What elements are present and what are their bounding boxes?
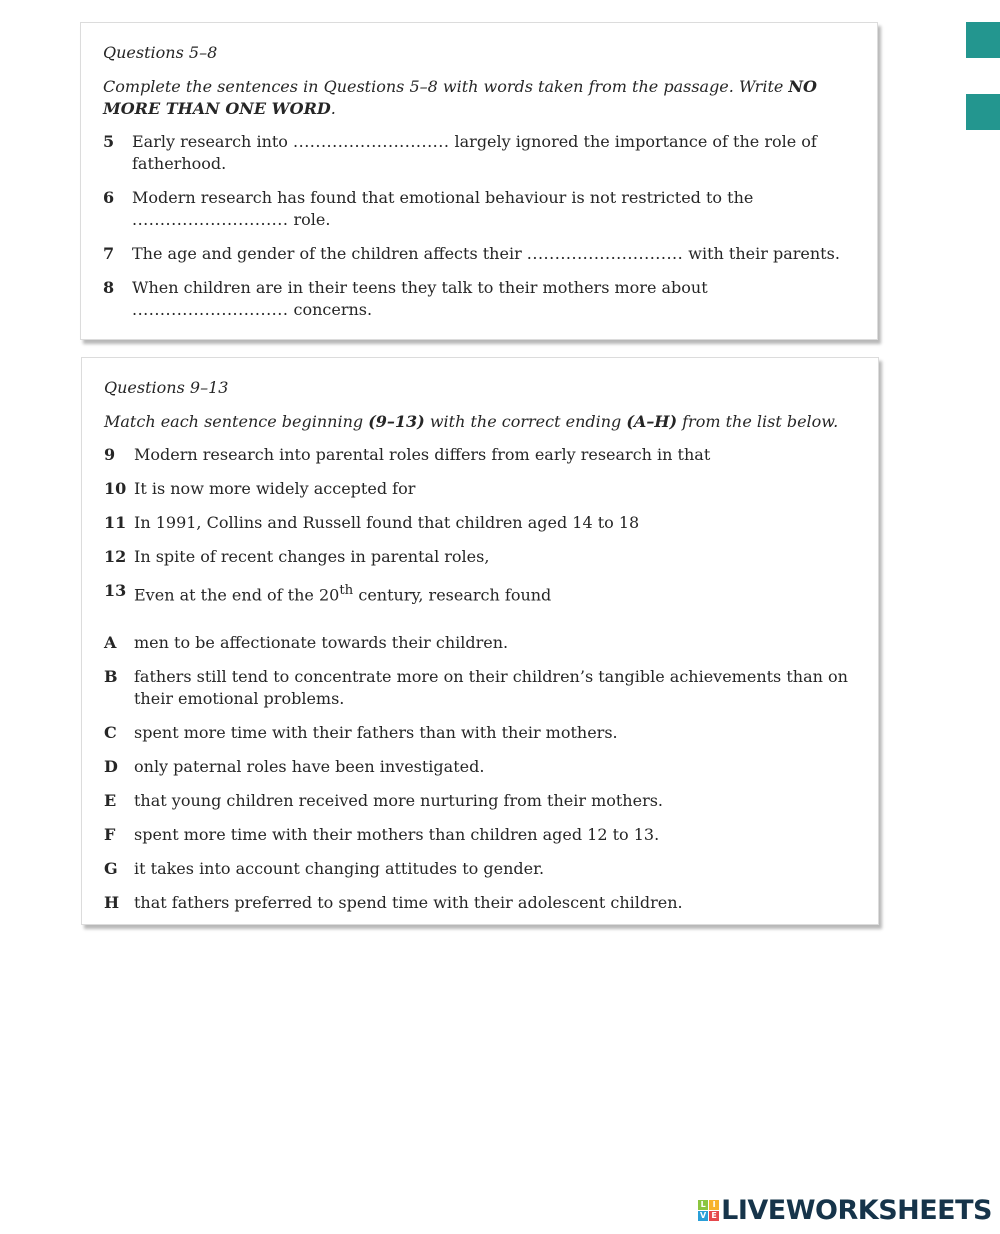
answer-blank[interactable]: ............................ bbox=[526, 244, 684, 263]
ending-text: spent more time with their mothers than children aged 12 to 13. bbox=[134, 825, 660, 845]
section-instruction: Complete the sentences in Questions 5–8 with words taken from the passage. Write NO MORE THAN ONE WORD. bbox=[103, 77, 817, 118]
sentence-9 bbox=[104, 444, 858, 466]
question-number: 6 bbox=[103, 188, 115, 207]
answer-blank[interactable]: ............................ bbox=[293, 132, 450, 151]
ending-text: it takes into account changing attitudes to gender. bbox=[134, 859, 545, 879]
question-text: The age and gender of the children affects their ............................ with their parents. bbox=[132, 244, 840, 263]
sentence-11 bbox=[104, 512, 858, 534]
ending-text: only paternal roles have been investigated. bbox=[134, 757, 485, 777]
ending-e bbox=[104, 790, 858, 812]
ending-text: fathers still tend to concentrate more on their children’s tangible achievements than on their emotional problems. bbox=[134, 667, 848, 709]
ending-text: that fathers preferred to spend time with their adolescent children. bbox=[134, 893, 683, 913]
ending-h bbox=[104, 892, 858, 914]
ending-text: men to be affectionate towards their children. bbox=[134, 633, 509, 653]
question-5 bbox=[103, 131, 857, 175]
ending-c bbox=[104, 722, 858, 744]
question-6 bbox=[103, 187, 857, 231]
ending-text: that young children received more nurturing from their mothers. bbox=[134, 791, 664, 811]
sentence-number: 9 bbox=[104, 445, 116, 464]
sentence-text: In 1991, Collins and Russell found that children aged 14 to 18 bbox=[134, 513, 640, 532]
ending-letter: C bbox=[104, 723, 117, 743]
ending-letter: E bbox=[104, 791, 117, 811]
sentence-text: In spite of recent changes in parental roles, bbox=[134, 547, 490, 566]
ending-letter: G bbox=[104, 859, 118, 879]
ending-letter: H bbox=[104, 893, 120, 913]
ending-letter: B bbox=[104, 667, 118, 687]
sentence-13 bbox=[104, 580, 858, 606]
side-tab-bottom bbox=[966, 94, 1000, 130]
sentence-text: Modern research into parental roles differs from early research in that bbox=[134, 445, 711, 464]
question-number: 7 bbox=[103, 244, 115, 263]
ending-text: spent more time with their fathers than with their mothers. bbox=[134, 723, 618, 743]
section-instruction: Match each sentence beginning (9–13) with the correct ending (A–H) from the list below. bbox=[104, 412, 839, 431]
sentence-number: 12 bbox=[104, 547, 127, 566]
ending-g bbox=[104, 858, 858, 880]
question-text: Early research into ............................ largely ignored the importance of the role of fatherhood. bbox=[132, 132, 817, 173]
question-number: 5 bbox=[103, 132, 115, 151]
logo-text: LIVEWORKSHEETS bbox=[721, 1195, 992, 1226]
ending-b bbox=[104, 666, 858, 710]
sentence-text: Even at the end of the 20th century, research found bbox=[134, 583, 552, 605]
sentence-text: It is now more widely accepted for bbox=[134, 479, 416, 498]
sentence-number: 10 bbox=[104, 479, 127, 498]
question-text: Modern research has found that emotional behaviour is not restricted to the ............................ role. bbox=[132, 188, 754, 229]
sentence-number: 11 bbox=[104, 513, 127, 532]
question-text: When children are in their teens they talk to their mothers more about ............................ concerns. bbox=[132, 278, 708, 319]
sentence-number: 13 bbox=[104, 581, 127, 600]
ending-letter: A bbox=[104, 633, 117, 653]
sentence-10 bbox=[104, 478, 858, 500]
questions-9-13-box bbox=[81, 357, 879, 925]
side-tab-top bbox=[966, 22, 1000, 58]
question-8 bbox=[103, 277, 857, 321]
ending-letter: D bbox=[104, 757, 118, 777]
liveworksheets-logo[interactable] bbox=[698, 1195, 992, 1226]
section-title: Questions 9–13 bbox=[104, 378, 229, 397]
questions-5-8-box bbox=[80, 22, 878, 340]
sentence-12 bbox=[104, 546, 858, 568]
logo-mark-icon: L I V E bbox=[698, 1200, 719, 1221]
ending-letter: F bbox=[104, 825, 116, 845]
answer-blank[interactable]: ............................ bbox=[132, 300, 289, 319]
question-7 bbox=[103, 243, 857, 265]
ending-f bbox=[104, 824, 858, 846]
section-title: Questions 5–8 bbox=[103, 43, 218, 62]
ending-d bbox=[104, 756, 858, 778]
question-number: 8 bbox=[103, 278, 115, 297]
ending-a bbox=[104, 632, 858, 654]
answer-blank[interactable]: ............................ bbox=[132, 210, 289, 229]
